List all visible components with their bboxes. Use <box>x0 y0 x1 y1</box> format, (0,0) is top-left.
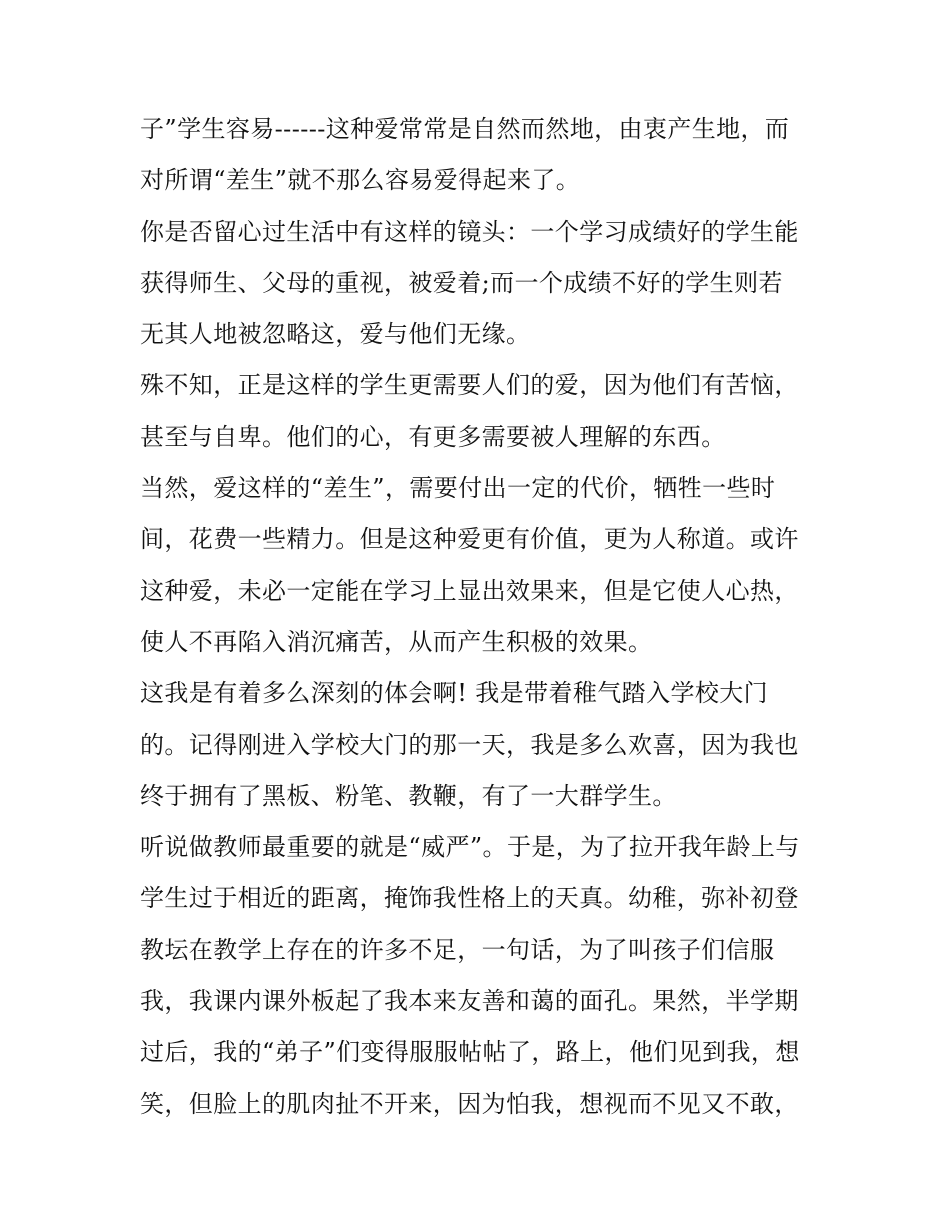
text-line: 教坛在教学上存在的许多不足，一句话，为了叫孩子们信服 <box>140 935 775 964</box>
text-line: 子”学生容易------这种爱常常是自然而然地，由衷产生地，而 <box>140 115 790 143</box>
text-line: 这种爱，未必一定能在学习上显出效果来，但是它使人心热， <box>140 576 799 605</box>
text-line: 甚至与自卑。他们的心，有更多需要被人理解的东西。 <box>140 422 726 451</box>
text-line: 间，花费一些精力。但是这种爱更有价值，更为人称道。或许 <box>140 525 799 554</box>
text-line: 过后，我的“弟子”们变得服服帖帖了，路上，他们见到我，想 <box>140 1038 800 1067</box>
text-line: 笑，但脸上的肌肉扯不开来，因为怕我，想视而不见又不敢， <box>140 1089 799 1118</box>
text-line: 当然，爱这样的“差生”，需要付出一定的代价，牺牲一些时 <box>140 474 776 503</box>
text-line: 对所谓“差生”就不那么容易爱得起来了。 <box>140 166 581 195</box>
text-line: 听说做教师最重要的就是“威严”。于是，为了拉开我年龄上与 <box>140 833 800 862</box>
body-text <box>140 104 820 1130</box>
text-line: 的。记得刚进入学校大门的那一天，我是多么欢喜，因为我也 <box>140 730 799 759</box>
text-line: 获得师生、父母的重视，被爱着;而一个成绩不好的学生则若 <box>140 268 783 297</box>
text-line: 我，我课内课外板起了我本来友善和蔼的面孔。果然，半学期 <box>140 987 799 1016</box>
text-line: 这我是有着多么深刻的体会啊! 我是带着稚气踏入学校大门 <box>140 679 769 708</box>
text-line: 使人不再陷入消沉痛苦，从而产生积极的效果。 <box>140 627 653 656</box>
text-line: 终于拥有了黑板、粉笔、教鞭，有了一大群学生。 <box>140 781 677 810</box>
text-line: 殊不知，正是这样的学生更需要人们的爱，因为他们有苦恼， <box>140 371 799 400</box>
text-line: 学生过于相近的距离，掩饰我性格上的天真。幼稚，弥补初登 <box>140 884 799 913</box>
text-line: 你是否留心过生活中有这样的镜头：一个学习成绩好的学生能 <box>140 217 799 246</box>
text-line: 无其人地被忽略这，爱与他们无缘。 <box>140 320 531 349</box>
